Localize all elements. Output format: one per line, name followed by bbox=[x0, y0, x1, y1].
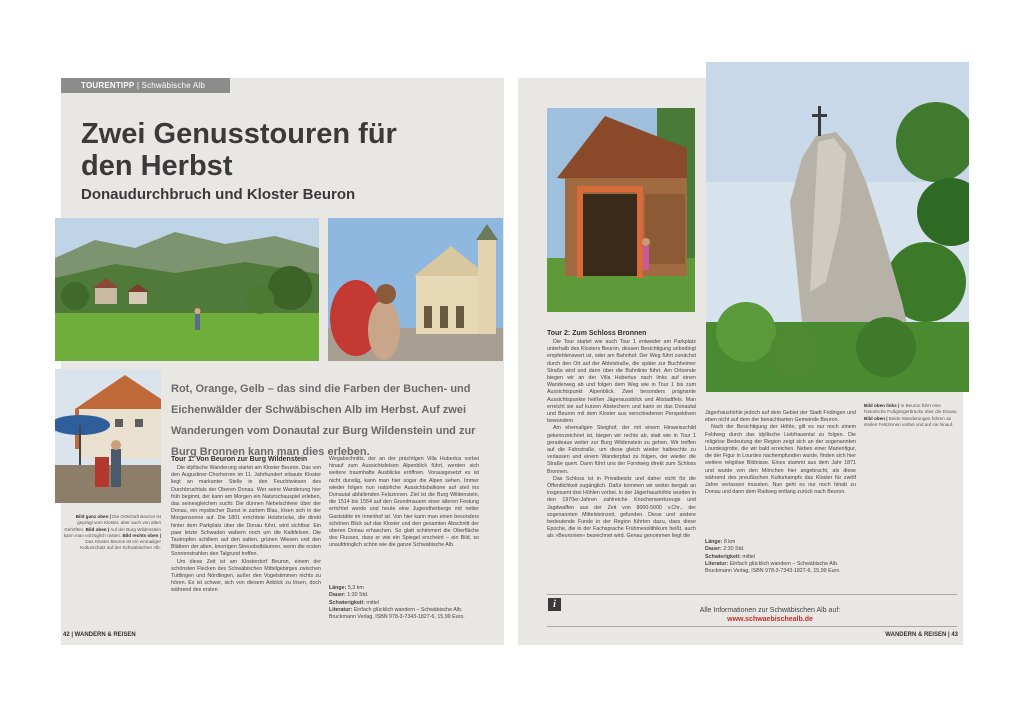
caption-left-text-2: Auf der Burg Wildenstein kann man vorzüglich rasten. bbox=[63, 526, 161, 538]
caption-right-label-1: Bild oben links | bbox=[864, 403, 900, 408]
caption-left-label-3: Bild rechts oben | bbox=[122, 532, 161, 538]
tour1-column-1 bbox=[171, 465, 321, 627]
tour1-difficulty-label: Schwierigkeit: bbox=[329, 599, 365, 606]
tour1-column-2 bbox=[329, 456, 479, 582]
tour1-col1-para2: Um diese Zeit ist am Klosterdorf Beuron, einem der schönsten Flecken des Schwäbischen Mittelgebirges zwischen Tuttlingen und Nördlingen, außer den Vogelstimmen nichts zu hören. Es ist schwer, sich von diesem Anblick zu lösen, doch während des ersten bbox=[171, 558, 321, 594]
caption-right-text-2: Beide Wanderungen führen an steilen Felszinnen vorbei und auf sie hinauf. bbox=[864, 415, 954, 427]
caption-right-text-1: In Beuron führt eine historische Fußgängerbrücke über die Donau. bbox=[864, 403, 958, 415]
tag-region: | Schwäbische Alb bbox=[134, 81, 206, 90]
tour1-col1-para1: Die idyllische Wanderung startet am Kloster Beuron. Das von den Augustiner-Chorherren im 11. Jahrhundert erbaute Kloster liegt an markanter Stelle in den Feuchtwiesen des Durchbruchtals der Oberen Donau. Wer seine Wanderung hier früh beginnt, der kann am Morgen ein Naturschauspiel erleben, das seinesgleichen sucht: Die dünnen Nebelschleier über der Donau, ein mystischer Dunst in zartem Blau, lösen sich in der Morgensonne auf. Die 1801 errichtete Holzbrücke, die direkt hinter dem Parkplatz über die Donau führt, wird sichtbar. Ein paar letzte Schwaden wabern noch um die Kalkfelsen. Die Tautropfen schillern auf den satten, grünen Wiesen und den Blättern der alten, knorrigen Streuobstbäumen, wenn die ersten Sonnenstrahlen den Talgrund treffen. bbox=[171, 465, 321, 558]
tour2-literature-label: Literatur: bbox=[705, 560, 729, 567]
folio-right: WANDERN & REISEN | 43 bbox=[885, 632, 958, 638]
tag-label: TOURENTIPP bbox=[81, 81, 135, 90]
tour2-facts bbox=[705, 539, 856, 575]
caption-left bbox=[63, 514, 161, 552]
tour2-column-2 bbox=[705, 410, 856, 534]
tour1-literature-value: Einfach glücklich wandern – Schwäbische Alb. Bruckmann Verlag, ISBN 978-3-7343-1827-6, 15,99 Euro. bbox=[329, 606, 465, 621]
tour1-heading: Tour 1: Von Beuron zur Burg Wildenstein bbox=[171, 456, 308, 463]
tour2-duration-value: 2:30 Std. bbox=[721, 546, 745, 553]
tour2-col1-para2: Am ehemaligen Steighof, der mit einem Hinweisschild gekennzeichnet ist, biegen wir rechts ab, statt wie in Tour 1 geradeaus weiter zur Burg Wildenstein zu gehen. Wir treffen auf die Fahrstraße, um diese gleich wieder halbrechts zu verlassen und einem Wanderpfad zu folgen, der wieder die Straße quert. Dann führt uns der Forstweg direkt zum Schloss Bronnen. bbox=[547, 425, 696, 475]
tour2-col2-para2: Nach der Besichtigung der Höhle, gilt es nur noch einem Feldweg durch das idyllische Liebfrauental zu folgen. Die religiöse Bedeutung der Region zeigt sich an der sogenannten Lourdesgrotte, die wir bald erreichen. Neben einer Marienfigur, die der Figur in Lourdes nachempfunden wurde, finden sich hier weitere religiöse Bildnisse. Eines stammt aus dem Jahr 1871 und wurde von den Mönchen hier angebracht, als diese während des preußischen Kulturkampfs das Kloster für zwölf Jahre verlassen mussten. Nun geht es nur noch hinab zu Donau und dann dem Radweg entlang zurück nach Beuron. bbox=[705, 424, 856, 496]
photo-burg-wildenstein bbox=[55, 369, 161, 503]
tour2-difficulty-label: Schwierigkeit: bbox=[705, 553, 741, 560]
photo-valley-hiker bbox=[55, 218, 319, 361]
tour1-duration-value: 1:30 Std. bbox=[345, 592, 369, 599]
tour2-heading: Tour 2: Zum Schloss Bronnen bbox=[547, 330, 647, 337]
info-divider-bottom bbox=[547, 626, 957, 627]
tour2-difficulty-value: mittel bbox=[740, 553, 756, 560]
tour1-facts bbox=[329, 585, 479, 621]
photo-backpacker-church bbox=[328, 218, 503, 361]
caption-right bbox=[864, 403, 958, 428]
caption-left-label-2: Bild oben | bbox=[85, 526, 110, 532]
title-line-1: Zwei Genusstouren für bbox=[81, 118, 397, 150]
tour2-length-label: Länge: bbox=[705, 539, 723, 545]
tour2-literature-value: Einfach glücklich wandern – Schwäbische Alb. Bruckmann Verlag, ISBN 978-3-7343-1827-6, 15,99 Euro. bbox=[705, 560, 841, 575]
tour2-col1-para1: Die Tour startet wie auch Tour 1 entweder am Parkplatz unterhalb des Klosters Beuron, dessen Besichtigung unbedingt empfehlenswert ist, oder am Bahnhof. Der Weg führt zunächst durch den Ort auf der Abteistraße, die später zur Buchheimer Straße wird und dann über die Bahnlinie führt. Am Ortsende biegen wir an der Villa Hubertus nach links auf einen Wanderweg ab und folgen dem Weg wie in Tour 1 bis zum Aussichtspunkt Alpenblick. Zwei besonders prägnante Aussichtspunkte heißen Jägeraussblick und Altstadtfels. Man erreicht sie auf kurzen Abstechern und kann so das Donautal und Beuron mit dem Kloster aus verschiedenen Perspektiven bewundern. bbox=[547, 339, 696, 425]
folio-left: 42 | WANDERN & REISEN bbox=[63, 632, 136, 638]
info-link[interactable]: www.schwaebischealb.de bbox=[727, 616, 813, 623]
tour2-column-1 bbox=[547, 339, 696, 589]
info-box-text bbox=[620, 606, 920, 624]
tour2-col2-para1: Jägerhaushöhle jedoch auf dem Gebiet der Stadt Fridingen und eben nicht auf dem der benachbarten Gemeinde Beuron. bbox=[705, 410, 856, 424]
tour1-difficulty-value: mittel bbox=[364, 599, 380, 606]
photo-wooden-bridge bbox=[547, 108, 695, 312]
tour1-length-value: 5,3 km bbox=[346, 585, 364, 591]
info-text: Alle Informationen zur Schwäbischen Alb auf: bbox=[699, 607, 841, 614]
tour2-col1-para3: Das Schloss ist in Privatbesitz und daher nicht für die Öffentlichkeit zugänglich. Dafür kommen wir weiter bergab an insgesamt drei Höhlen vorbei. In der Jägerhaushöhle wurden in den 1970er-Jahren zahlreiche Knochenwerkzeuge und Jagdwaffen aus der Zeit von 8000-5000 v.Chr., der sogenannten Mittelsteinzeit, gefunden. Diese und andere bedeutende Funde in der Region führten dazu, dass diese Epoche, die in der Fachsprache Frühmesolithikum heißt, auch als »Beuronien« bezeichnet wird. Genau genommen liegt die bbox=[547, 475, 696, 540]
section-tag bbox=[61, 78, 230, 93]
tour2-length-value: 8 km bbox=[722, 539, 736, 545]
tour2-duration-label: Dauer: bbox=[705, 546, 722, 553]
caption-left-text-3: Das Kloster Beuron ist ein einmaliger Kulturschatz auf der Schwäbischen Alb. bbox=[80, 539, 161, 551]
info-icon: i bbox=[548, 598, 561, 611]
info-divider-top bbox=[547, 594, 957, 595]
caption-left-label-1: Bild ganz oben | bbox=[75, 514, 111, 519]
title-line-2: den Herbst bbox=[81, 150, 233, 182]
caption-right-label-2: Bild oben | bbox=[864, 415, 888, 421]
caption-left-text-1: Die Ortschaft Beuron ist geprägt vom Kloster, aber auch von alten Gehöften. bbox=[64, 514, 161, 532]
tour1-duration-label: Dauer: bbox=[329, 592, 346, 599]
tour1-col2-para1: Wegabschnitts, der an der prächtigen Villa Hubertus vorbei hinauf zum Aussichtsfelsen Alpenblick führt, werden sich weitere traumhafte Ausblicke eröffnen. Vorausgesetzt es ist nicht dunstig, kann man hier sogar die Alpen sehen. Immer wieder folgen nun natürliche Aussichtsbalkone auf steil ins Donautal abfallenden Felszinnen. Ziel ist die Burg Wildenstein, die 1514 bis 1554 auf den Grundmauern einer älteren Festung errichtet wurde und heute eine Jugendherberge mit netter Gaststätte im Innenhof ist. Von hier kann man einen besonders schönen Blick auf das Kloster und den gesamten Abschnitt der oberen Donau erhaschen. So glatt schimmert die Oberfläche des Flusses, dass er wie ein Spiegel erscheint – ein Bild, so unaufdringlich schön wie die ganze Schwäbische Alb. bbox=[329, 456, 479, 549]
page-title bbox=[81, 118, 481, 182]
photo-rock-spire bbox=[706, 62, 969, 392]
tour1-length-label: Länge: bbox=[329, 585, 347, 591]
tour1-literature-label: Literatur: bbox=[329, 606, 353, 613]
lead-paragraph: Rot, Orange, Gelb – das sind die Farben der Buchen- und Eichenwälder der Schwäbischen Alb im Herbst. Auf zwei Wanderungen vom Donautal zur Burg Wildenstein und zur Burg Bronnen kann man dies erleben. bbox=[171, 383, 476, 458]
page-subtitle: Donaudurchbruch und Kloster Beuron bbox=[81, 186, 356, 203]
